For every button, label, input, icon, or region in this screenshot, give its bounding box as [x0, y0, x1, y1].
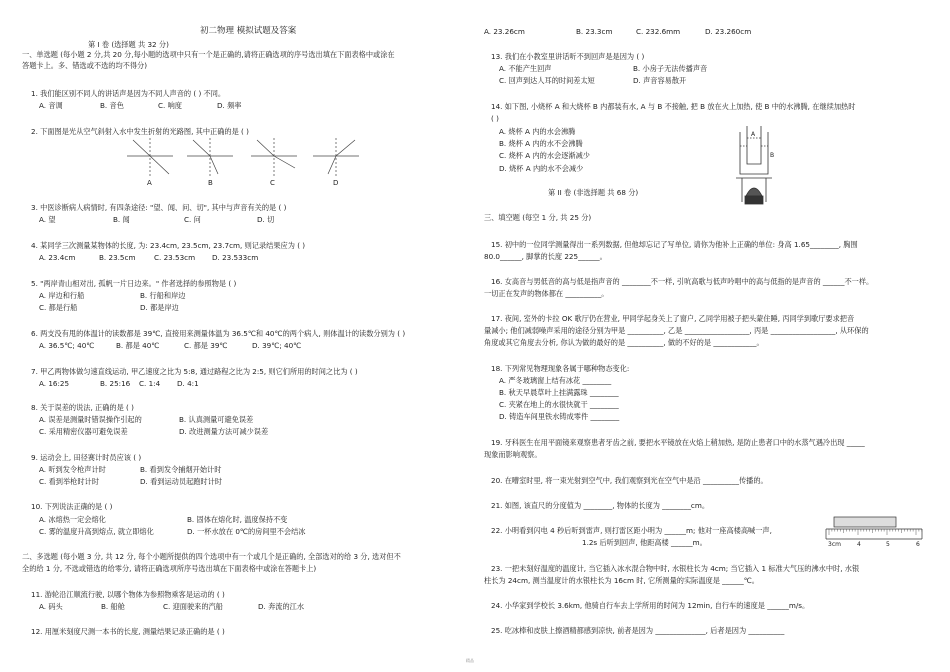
q9-option-c: C. 看到举枪时计时 — [39, 477, 99, 486]
q11-option-b: B. 船舱 — [101, 602, 125, 611]
q25-line-1: 25. 吃冰棒和皮肤上擦酒精都感到凉快, 前者是因为 ______________, 后者是因为 __________ — [491, 626, 785, 635]
q4-option-c: C. 23.53cm — [154, 253, 196, 262]
q18-item-b: B. 秋天早晨草叶上挂满露珠 ________ — [499, 388, 619, 397]
q14-stem: 14. 如下图, 小烧杯 A 和大烧杯 B 内都装有水, A 与 B 不接触, 把 B 放在火上加热, 使 B 中的水沸腾, 在继续加热时 — [491, 102, 856, 111]
part1-heading-2: 答题卡上。多、错选或不选的均不得分) — [22, 61, 147, 70]
q1-option-a: A. 音调 — [39, 101, 63, 110]
q11-option-a: A. 码头 — [39, 602, 63, 611]
q12-option-a: A. 23.26cm — [484, 27, 525, 36]
q19-line-1: 19. 牙科医生在用平面镜来观察患者牙齿之前, 要把水平镜放在火焰上稍加热, 是防止患者口中的水蒸气遇冷出现 _____ — [491, 438, 865, 447]
q8-stem: 8. 关于误差的说法, 正确的是 ( ) — [31, 403, 134, 412]
refraction-diagrams — [125, 136, 365, 178]
q8-option-b: B. 认真测量可避免误差 — [179, 415, 254, 424]
q9-option-d: D. 看到运动员起跑时计时 — [140, 477, 222, 486]
q14-option-a: A. 烧杯 A 内的水会沸腾 — [499, 127, 576, 136]
q10-option-d: D. 一杯水放在 0℃的房间里不会结冰 — [187, 527, 306, 536]
q13-stem: 13. 我们在小教室里讲话听不到回声是是因为 ( ) — [491, 52, 645, 61]
beaker-a-label: A — [751, 131, 756, 138]
q9-option-a: A. 听到发令枪声计时 — [39, 465, 106, 474]
q17-line-2: 量减小; 他们减弱噪声采用的途径分别为甲是 __________, 乙是 __________________, 丙是 __________________, 从环保的 — [484, 326, 869, 335]
q3-option-a: A. 望 — [39, 215, 56, 224]
q4-option-d: D. 23.533cm — [212, 253, 259, 262]
q5-option-d: D. 都是岸边 — [140, 303, 179, 312]
q18-item-c: C. 夹紧在地上的水很快就干 ________ — [499, 400, 619, 409]
q7-option-c: C. 1:4 — [139, 379, 161, 388]
q11-option-d: D. 奔流的江水 — [258, 602, 305, 611]
q18-stem: 18. 下列常见物理现象各属于哪种物态变化: — [491, 364, 630, 373]
q23-line-2: 柱长为 24cm, 测当温度计的水银柱长为 16cm 时, 它所测量的实际温度是 ______℃。 — [484, 576, 759, 585]
q11-option-c: C. 迎面驶来的汽船 — [163, 602, 223, 611]
q1-option-c: C. 响度 — [158, 101, 182, 110]
q10-option-a: A. 冰熔热一定会熔化 — [39, 515, 106, 524]
q13-option-d: D. 声音容易散开 — [633, 76, 687, 85]
q6-option-b: B. 都是 40℃ — [116, 341, 160, 350]
q18-item-d: D. 铸造车间里铁水铸成零件 ________ — [499, 412, 620, 421]
q14-stem-2: ( ) — [491, 114, 499, 123]
q6-option-c: C. 都是 39℃ — [184, 341, 228, 350]
page-footer: 精品 — [466, 658, 474, 663]
q15-line-1: 15. 初中的一位同学测量得出一系列数据, 但他却忘记了写单位, 请你为他补上正确的单位: 身高 1.65________, 胸围 — [491, 240, 858, 249]
section1-header: 第 I 卷 (选择题 共 32 分) — [88, 40, 169, 49]
fig-label-a: A — [147, 179, 152, 187]
q3-stem: 3. 中医诊断病人病情时, 有四条途径: "望、闻、问、切", 其中与声音有关的是 ( ) — [31, 203, 287, 212]
page-title: 初二物理 模拟试题及答案 — [200, 26, 297, 36]
q19-line-2: 现象而影响观察。 — [484, 450, 542, 459]
q1-option-b: B. 音色 — [100, 101, 124, 110]
q12-option-d: D. 23.260cm — [705, 27, 752, 36]
fig-label-d: D — [333, 179, 339, 187]
q4-option-a: A. 23.4cm — [39, 253, 76, 262]
q23-line-1: 23. 一把未刻好温度的温度计, 当它插入冰水混合物中时, 水银柱长为 4cm; 当它插入 1 标准大气压的沸水中时, 水银 — [491, 564, 860, 573]
q13-option-c: C. 回声到达人耳的时间差太短 — [499, 76, 595, 85]
part2-heading: 二、多选题 (每小题 3 分, 共 12 分, 每个小题所提供的四个选项中有一个或几个是正确的, 全部选对的给 3 分, 选对但不 — [22, 552, 401, 561]
q4-option-b: B. 23.5cm — [99, 253, 136, 262]
q22-line-1: 22. 小明看到闪电 4 秒后听到雷声, 则打雷区距小明为 ______m; 他对一座高楼高喊一声, — [491, 526, 772, 535]
q21-line-1: 21. 如图, 该直尺的分度值为 ________, 物体的长度为 ________cm。 — [491, 501, 710, 510]
q5-option-b: B. 行船和岸边 — [140, 291, 186, 300]
q10-stem: 10. 下列说法正确的是 ( ) — [31, 502, 113, 511]
q14-option-b: B. 烧杯 A 内的水不会沸腾 — [499, 139, 583, 148]
fig-label-b: B — [208, 179, 213, 187]
beaker-heating-diagram — [732, 124, 776, 206]
q5-option-a: A. 岸边和行船 — [39, 291, 85, 300]
part1-heading: 一、单选题 (每小题 2 分,共 20 分,每小题的选项中只有一个是正确的,请将正确选项的序号选出填在下面表格中或涂在 — [22, 50, 395, 59]
q3-option-d: D. 切 — [257, 215, 275, 224]
part3-heading: 三、填空题 (每空 1 分, 共 25 分) — [484, 213, 592, 222]
q2-stem: 2. 下面图是光从空气斜射入水中发生折射的光路图, 其中正确的是 ( ) — [31, 127, 249, 136]
q11-stem: 11. 游轮沿江顺流行驶, 以哪个物体为参照物乘客是运动的 ( ) — [31, 590, 225, 599]
q24-line-1: 24. 小华家到学校长 3.6km, 他骑自行车去上学所用的时间为 12min, 自行车的速度是 ______m/s。 — [491, 601, 810, 610]
q7-option-d: D. 4:1 — [177, 379, 199, 388]
q5-option-c: C. 都是行船 — [39, 303, 78, 312]
q12-stem: 12. 用厘米刻度尺测一本书的长度, 测量结果记录正确的是 ( ) — [31, 627, 225, 636]
q8-option-c: C. 采用精密仪器可避免误差 — [39, 427, 128, 436]
q5-stem: 5. "两岸青山相对出, 孤帆一片日边来。" 作者选择的参照物是 ( ) — [31, 279, 237, 288]
ruler-label-3: 3cm — [828, 541, 841, 548]
q4-stem: 4. 某同学三次测量某物体的长度, 为: 23.4cm, 23.5cm, 23.7cm, 则记录结果应为 ( ) — [31, 241, 306, 250]
q7-stem: 7. 甲乙两物体做匀速直线运动, 甲乙速度之比为 5:8, 通过路程之比为 2:5, 则它们所用的时间之比为 ( ) — [31, 367, 358, 376]
q13-option-a: A. 不能产生回声 — [499, 64, 552, 73]
fig-label-c: C — [270, 179, 275, 187]
q18-item-a: A. 严冬玻璃窗上结有冰花 ________ — [499, 376, 612, 385]
q1-stem: 1. 我们能区别不同人的讲话声是因为不同人声音的 ( ) 不同。 — [31, 89, 226, 98]
q9-stem: 9. 运动会上, 田径赛计时员应该 ( ) — [31, 453, 142, 462]
q13-option-b: B. 小房子无法传播声音 — [633, 64, 708, 73]
beaker-b-label: B — [770, 152, 775, 159]
q6-option-d: D. 39℃; 40℃ — [252, 341, 302, 350]
q14-option-c: C. 烧杯 A 内的水会逐渐减少 — [499, 151, 590, 160]
q7-option-a: A. 16:25 — [39, 379, 70, 388]
ruler-label-6: 6 — [916, 541, 920, 548]
q17-line-3: 角度或其它角度去分析, 你认为做的最好的是 __________, 做的不好的是 ____________。 — [484, 338, 764, 347]
q15-line-2: 80.0______, 脚掌的长度 225______。 — [484, 252, 607, 261]
q17-line-1: 17. 夜间, 室外的卡拉 OK 歌厅仍在营业, 甲同学起身关上了窗户, 乙同学用被子把头蒙住睡, 丙同学到歌厅要求把音 — [491, 314, 855, 323]
q3-option-c: C. 问 — [184, 215, 201, 224]
ruler-diagram — [824, 513, 924, 549]
q6-stem: 6. 两支没有甩的体温计的读数都是 39℃, 直接用来测量体温为 36.5℃和 40℃的两个病人, 则体温计的读数分别为 ( ) — [31, 329, 406, 338]
q8-option-d: D. 改进测量方法可减少误差 — [179, 427, 269, 436]
q9-option-b: B. 看到发令捕烟开始计时 — [140, 465, 222, 474]
q12-option-b: B. 23.3cm — [576, 27, 613, 36]
ruler-label-5: 5 — [886, 541, 890, 548]
section2-header: 第 II 卷 (非选择题 共 68 分) — [548, 188, 639, 197]
part2-heading-2: 全的给 1 分, 不选或错选的给零分, 请将正确选项所序号选出填在下面表格中或涂在答题卡上) — [22, 564, 317, 573]
q8-option-a: A. 误差是测量时错误操作引起的 — [39, 415, 142, 424]
q6-option-a: A. 36.5℃; 40℃ — [39, 341, 95, 350]
ruler-label-4: 4 — [857, 541, 861, 548]
q10-option-c: C. 雾的温度升高到熔点, 就立即熔化 — [39, 527, 154, 536]
q14-option-d: D. 烧杯 A 内的水不会减少 — [499, 164, 584, 173]
q22-line-2: 1.2s 后听到回声, 他距高楼 ______m。 — [582, 538, 707, 547]
q1-option-d: D. 频率 — [217, 101, 242, 110]
q16-line-2: 一切正在发声的物体都在 __________。 — [484, 289, 609, 298]
q3-option-b: B. 闻 — [113, 215, 130, 224]
q20-line-1: 20. 在嘈室时里, 将一束光射到空气中, 我们观察到光在空气中是沿 __________传播的。 — [491, 476, 768, 485]
q12-option-c: C. 232.6mm — [636, 27, 681, 36]
q16-line-1: 16. 女高音与男低音的高与低是指声音的 ________不一样, 引吭高歌与低声吟唱中的高与低指的是声音的 ______不一样。 — [491, 277, 874, 286]
q7-option-b: B. 25:16 — [100, 379, 131, 388]
q10-option-b: B. 固体在熔化时, 温度保持不变 — [187, 515, 288, 524]
